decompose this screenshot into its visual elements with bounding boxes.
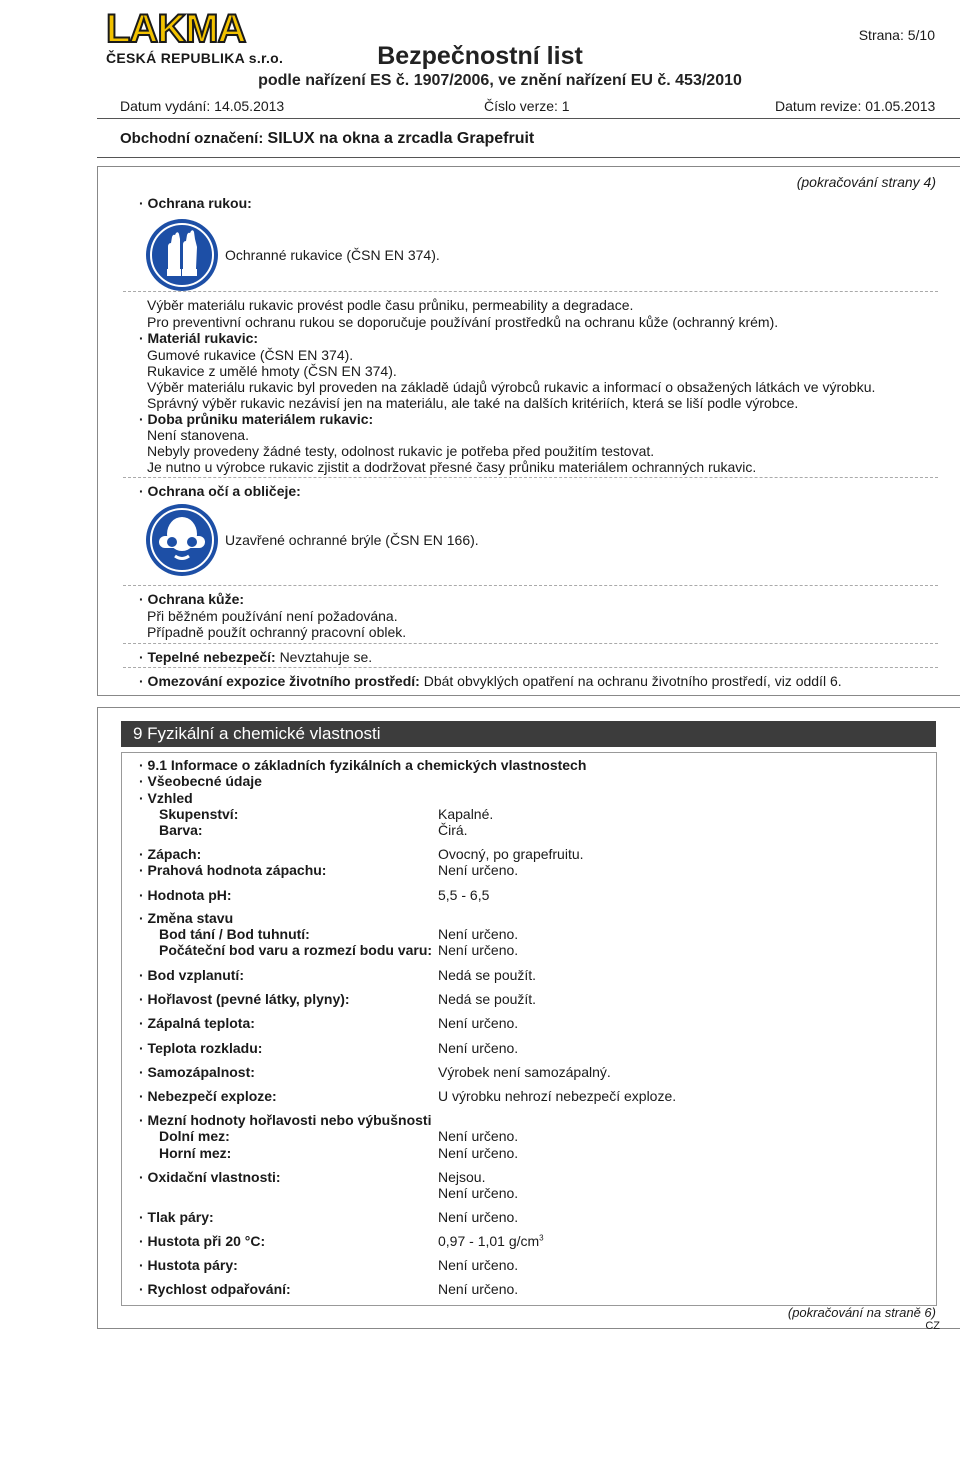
- trade-name-row: [120, 130, 534, 148]
- language-code: CZ: [925, 1320, 940, 1332]
- vapour-density-label: · Hustota páry:: [139, 1257, 238, 1273]
- vapour-density-value: Není určeno.: [438, 1257, 519, 1273]
- vapour-pressure-value: Není určeno.: [438, 1209, 519, 1225]
- header-rule-2: [97, 157, 960, 158]
- odour-threshold-label: · Prahová hodnota zápachu:: [139, 862, 327, 878]
- env-exposure-row: [139, 673, 842, 689]
- density-label: · Hustota při 20 °C:: [139, 1233, 266, 1249]
- separator: [123, 477, 938, 478]
- revision-date: Datum revize: 01.05.2013: [775, 98, 936, 114]
- skin-text-1: Při běžném používání není požadována.: [147, 608, 398, 624]
- material-text-2: Rukavice z umělé hmoty (ČSN EN 374).: [147, 363, 397, 379]
- odour-threshold-value: Není určeno.: [438, 862, 519, 878]
- vapour-pressure-label: · Tlak páry:: [139, 1209, 214, 1225]
- hand-text-1: Výběr materiálu rukavic provést podle času průniku, permeability a degradace.: [147, 297, 634, 313]
- color-label: Barva:: [159, 822, 203, 838]
- decomposition-temp-value: Není určeno.: [438, 1040, 519, 1056]
- material-text-4: Správný výběr rukavic nezávisí jen na materiálu, ale také na dalších kritériích, která se liší podle výrobce.: [147, 395, 799, 411]
- flammability-value: Nedá se použít.: [438, 991, 537, 1007]
- ph-label: · Hodnota pH:: [139, 887, 232, 903]
- flash-point-value: Nedá se použít.: [438, 967, 537, 983]
- hand-protection-label: · Ochrana rukou:: [139, 195, 252, 211]
- env-exposure-label: · Omezování expozice životního prostředí:: [139, 673, 420, 689]
- thermal-hazard-value: Nevztahuje se.: [279, 649, 373, 665]
- material-text-1: Gumové rukavice (ČSN EN 374).: [147, 347, 354, 363]
- goggles-icon: [146, 504, 218, 576]
- breakthrough-text-1: Není stanovena.: [147, 427, 249, 443]
- separator: [123, 585, 938, 586]
- decomposition-temp-label: · Teplota rozkladu:: [139, 1040, 263, 1056]
- self-ignition-value: Výrobek není samozápalný.: [438, 1064, 611, 1080]
- density-value: 0,97 - 1,01 g/cm: [438, 1233, 540, 1249]
- env-exposure-value: Dbát obvyklých opatření na ochranu životního prostředí, viz oddíl 6.: [423, 673, 842, 689]
- skin-text-2: Případně použít ochranný pracovní oblek.: [147, 624, 407, 640]
- section-9-heading: 9 Fyzikální a chemické vlastnosti: [121, 721, 936, 747]
- version-number: Číslo verze: 1: [484, 98, 570, 114]
- ignition-temp-label: · Zápalná teplota:: [139, 1015, 255, 1031]
- lower-limit-value: Není určeno.: [438, 1128, 519, 1144]
- ignition-temp-value: Není určeno.: [438, 1015, 519, 1031]
- evaporation-rate-value: Není určeno.: [438, 1281, 519, 1297]
- lower-limit-label: Dolní mez:: [159, 1128, 230, 1144]
- density-row: [438, 1233, 544, 1249]
- material-text-3: Výběr materiálu rukavic byl proveden na základě údajů výrobců rukavic a informací o obsažených látkách ve výrobku.: [147, 379, 876, 395]
- eye-protection-label: · Ochrana očí a obličeje:: [139, 483, 301, 499]
- header-rule: [97, 118, 960, 119]
- explosion-limits-label: · Mezní hodnoty hořlavosti nebo výbušnosti: [139, 1112, 432, 1128]
- state-label: Skupenství:: [159, 806, 239, 822]
- density-unit-exponent: 3: [539, 1233, 544, 1243]
- separator: [123, 667, 938, 668]
- boiling-point-value: Není určeno.: [438, 942, 519, 958]
- appearance-label: · Vzhled: [139, 790, 193, 806]
- upper-limit-label: Horní mez:: [159, 1145, 232, 1161]
- continued-to: (pokračování na straně 6): [787, 1305, 936, 1320]
- goggles-pictogram-text: Uzavřené ochranné brýle (ČSN EN 166).: [225, 532, 479, 548]
- breakthrough-text-3: Je nutno u výrobce rukavic zjistit a dodržovat přesné časy průniku materiálem ochranných rukavic.: [147, 459, 757, 475]
- subsection-title: · 9.1 Informace o základních fyzikálních a chemických vlastnostech: [139, 757, 587, 773]
- general-info-label: · Všeobecné údaje: [139, 773, 262, 789]
- gloves-pictogram-text: Ochranné rukavice (ČSN EN 374).: [225, 247, 440, 263]
- continued-from: (pokračování strany 4): [796, 174, 936, 190]
- evaporation-rate-label: · Rychlost odpařování:: [139, 1281, 291, 1297]
- odour-value: Ovocný, po grapefruitu.: [438, 846, 584, 862]
- separator: [123, 291, 938, 292]
- thermal-hazard-row: [139, 649, 372, 665]
- state-value: Kapalné.: [438, 806, 494, 822]
- ph-value: 5,5 - 6,5: [438, 887, 490, 903]
- state-change-label: · Změna stavu: [139, 910, 234, 926]
- self-ignition-label: · Samozápalnost:: [139, 1064, 255, 1080]
- color-value: Čirá.: [438, 822, 468, 838]
- gloves-icon: [146, 219, 218, 291]
- svg-text:LAKMA: LAKMA: [106, 8, 246, 48]
- oxidising-value-2: Není určeno.: [438, 1185, 519, 1201]
- oxidising-value-1: Nejsou.: [438, 1169, 486, 1185]
- document-title: Bezpečnostní list: [377, 42, 583, 70]
- oxidising-label: · Oxidační vlastnosti:: [139, 1169, 281, 1185]
- flash-point-label: · Bod vzplanutí:: [139, 967, 244, 983]
- page-number: Strana: 5/10: [858, 27, 935, 43]
- explosion-hazard-label: · Nebezpečí exploze:: [139, 1088, 277, 1104]
- explosion-hazard-value: U výrobku nehrozí nebezpečí exploze.: [438, 1088, 677, 1104]
- odour-label: · Zápach:: [139, 846, 202, 862]
- skin-protection-label: · Ochrana kůže:: [139, 591, 245, 607]
- glove-material-label: · Materiál rukavic:: [139, 330, 259, 346]
- upper-limit-value: Není určeno.: [438, 1145, 519, 1161]
- separator: [123, 643, 938, 644]
- thermal-hazard-label: · Tepelné nebezpečí:: [139, 649, 276, 665]
- flammability-label: · Hořlavost (pevné látky, plyny):: [139, 991, 350, 1007]
- trade-name: SILUX na okna a zrcadla Grapefruit: [267, 130, 535, 147]
- trade-name-label: Obchodní označení:: [120, 130, 264, 147]
- document-subtitle: podle nařízení ES č. 1907/2006, ve znění nařízení EU č. 453/2010: [258, 72, 742, 89]
- boiling-point-label: Počáteční bod varu a rozmezí bodu varu:: [159, 942, 433, 958]
- breakthrough-label: · Doba průniku materiálem rukavic:: [139, 411, 374, 427]
- issue-date: Datum vydání: 14.05.2013: [120, 98, 285, 114]
- melting-point-label: Bod tání / Bod tuhnutí:: [159, 926, 310, 942]
- logo-subtitle: ČESKÁ REPUBLIKA s.r.o.: [106, 50, 284, 66]
- breakthrough-text-2: Nebyly provedeny žádné testy, odolnost rukavic je potřeba před použitím testovat.: [147, 443, 655, 459]
- hand-text-2: Pro preventivní ochranu rukou se doporučuje používání prostředků na ochranu kůže (ochranný krém).: [147, 314, 779, 330]
- melting-point-value: Není určeno.: [438, 926, 519, 942]
